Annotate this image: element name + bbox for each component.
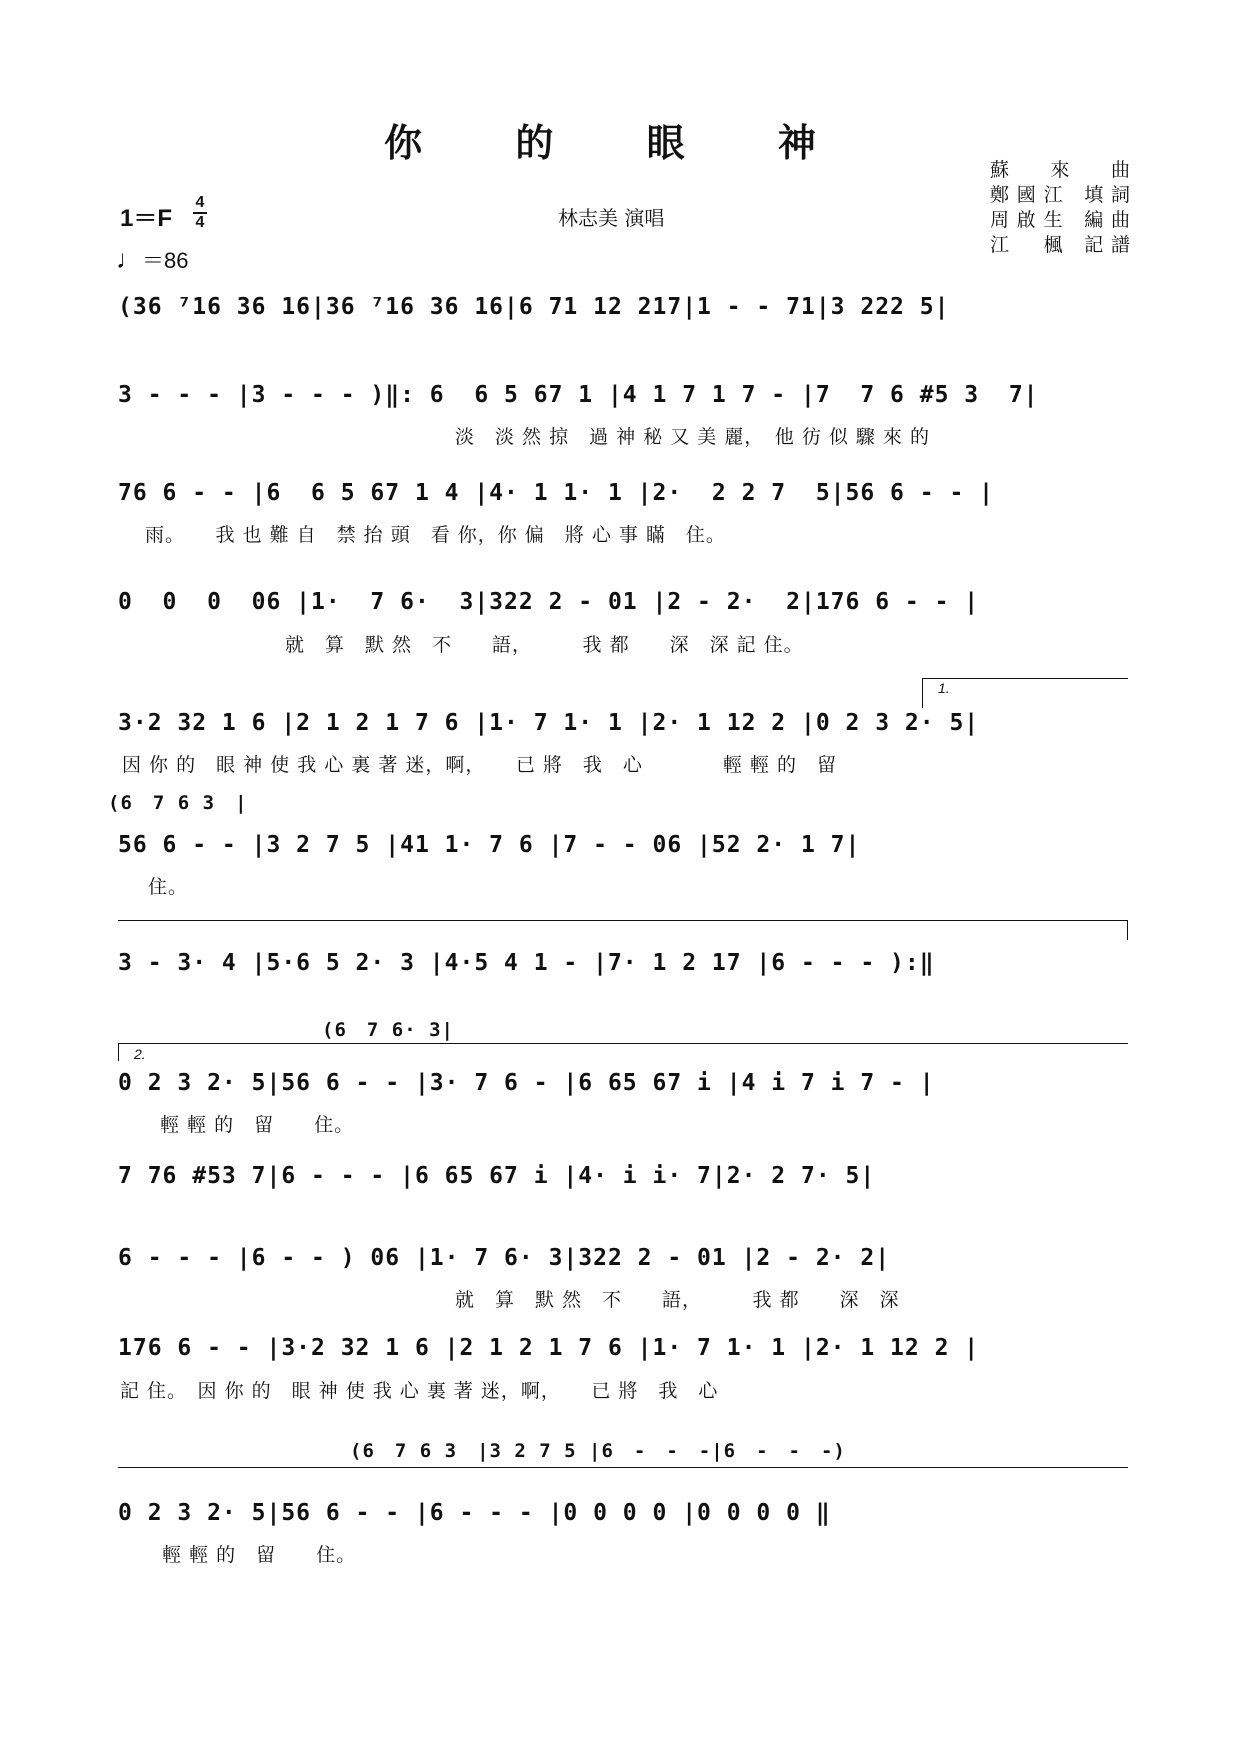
notation-line-1: (36 ⁷16 36 16|36 ⁷16 36 16|6 71 12 217|1 - - 71|3 222 5|: [118, 294, 950, 320]
time-top: 4: [195, 194, 205, 211]
notation-line-2: 3 - - - |3 - - - )‖: 6 6 5 67 1 |4 1 7 1 7 - |7 7 6 #5 3 7|: [118, 382, 1039, 408]
credits-block: [990, 158, 1130, 258]
time-bottom: 4: [195, 214, 205, 231]
notation-line-3: 76 6 - - |6 6 5 67 1 4 |4· 1 1· 1 |2· 2 2 7 5|56 6 - - |: [118, 480, 994, 506]
credit-arranger: 周啟生 編曲: [990, 209, 1130, 231]
lyrics-line-8: 輕 輕 的 留 住。: [160, 1114, 355, 1136]
notation-line-9: 7 76 #53 7|6 - - - |6 65 67 i |4· i i· 7|2· 2 7· 5|: [118, 1163, 876, 1189]
volta-1-bracket-edge: [922, 678, 923, 708]
quarter-note-icon: ♩: [116, 244, 142, 274]
credit-transcriber: 江 楓 記譜: [990, 234, 1130, 256]
lyrics-line-6: 住。: [148, 876, 189, 898]
tempo-marking: [116, 244, 188, 275]
song-title: 你 的 眼 神: [384, 120, 856, 165]
coda-rule: [118, 1467, 1128, 1468]
section-rule: [118, 920, 1128, 921]
cue-line-2: (6 7 6· 3|: [322, 1019, 454, 1041]
volta-2-bracket-edge: [118, 1043, 119, 1061]
tempo-value: ＝86: [142, 248, 189, 273]
notation-line-5: 3·2 32 1 6 |2 1 2 1 7 6 |1· 7 1· 1 |2· 1 12 2 |0 2 3 2· 5|: [118, 710, 980, 736]
key-signature: 1＝F: [120, 205, 173, 232]
lyrics-line-2: 淡 淡 然 掠 過 神 秘 又 美 麗， 他 彷 似 驟 來 的: [455, 426, 930, 448]
cue-line-3: (6 7 6 3 |3 2 7 5 |6 - - -|6 - - -): [350, 1440, 846, 1462]
performer: 林志美 演唱: [558, 206, 665, 230]
credit-lyricist: 鄭國江 填詞: [990, 184, 1130, 206]
notation-line-7: 3 - 3· 4 |5·6 5 2· 3 |4·5 4 1 - |7· 1 2 17 |6 - - - ):‖: [118, 950, 935, 976]
volta-1-label: 1.: [938, 680, 950, 696]
notation-line-10: 6 - - - |6 - - ) 06 |1· 7 6· 3|322 2 - 01 |2 - 2· 2|: [118, 1245, 891, 1271]
notation-line-8: 0 2 3 2· 5|56 6 - - |3· 7 6 - |6 65 67 i |4 i 7 i 7 - |: [118, 1070, 935, 1096]
notation-line-4: 0 0 0 06 |1· 7 6· 3|322 2 - 01 |2 - 2· 2|176 6 - - |: [118, 589, 980, 615]
notation-line-12: 0 2 3 2· 5|56 6 - - |6 - - - |0 0 0 0 |0 0 0 0 ‖: [118, 1500, 831, 1526]
lyrics-line-10: 就 算 默 然 不 語， 我 都 深 深: [455, 1289, 900, 1311]
lyrics-line-11: 記 住。 因 你 的 眼 神 使 我 心 裏 著 迷，啊， 已 將 我 心: [120, 1380, 719, 1402]
lyrics-line-4: 就 算 默 然 不 語， 我 都 深 深 記 住。: [285, 634, 804, 656]
volta-2-bracket: [118, 1043, 1128, 1044]
lyrics-line-12: 輕 輕 的 留 住。: [162, 1544, 357, 1566]
notation-line-11: 176 6 - - |3·2 32 1 6 |2 1 2 1 7 6 |1· 7 1· 1 |2· 1 12 2 |: [118, 1335, 980, 1361]
lyrics-line-5: 因 你 的 眼 神 使 我 心 裏 著 迷，啊， 已 將 我 心 輕 輕 的 留: [122, 754, 837, 776]
cue-line-1: (6 7 6 3 |: [108, 792, 248, 814]
notation-line-6: 56 6 - - |3 2 7 5 |41 1· 7 6 |7 - - 06 |52 2· 1 7|: [118, 832, 861, 858]
lyrics-line-3: 雨。 我 也 難 自 禁 抬 頭 看 你，你 偏 將 心 事 瞞 住。: [145, 524, 726, 546]
time-signature: [193, 194, 207, 232]
volta-2-label: 2.: [134, 1046, 146, 1062]
section-rule-edge: [1127, 920, 1128, 940]
credit-composer: 蘇 來 曲: [990, 159, 1130, 181]
volta-1-bracket: [922, 678, 1128, 679]
